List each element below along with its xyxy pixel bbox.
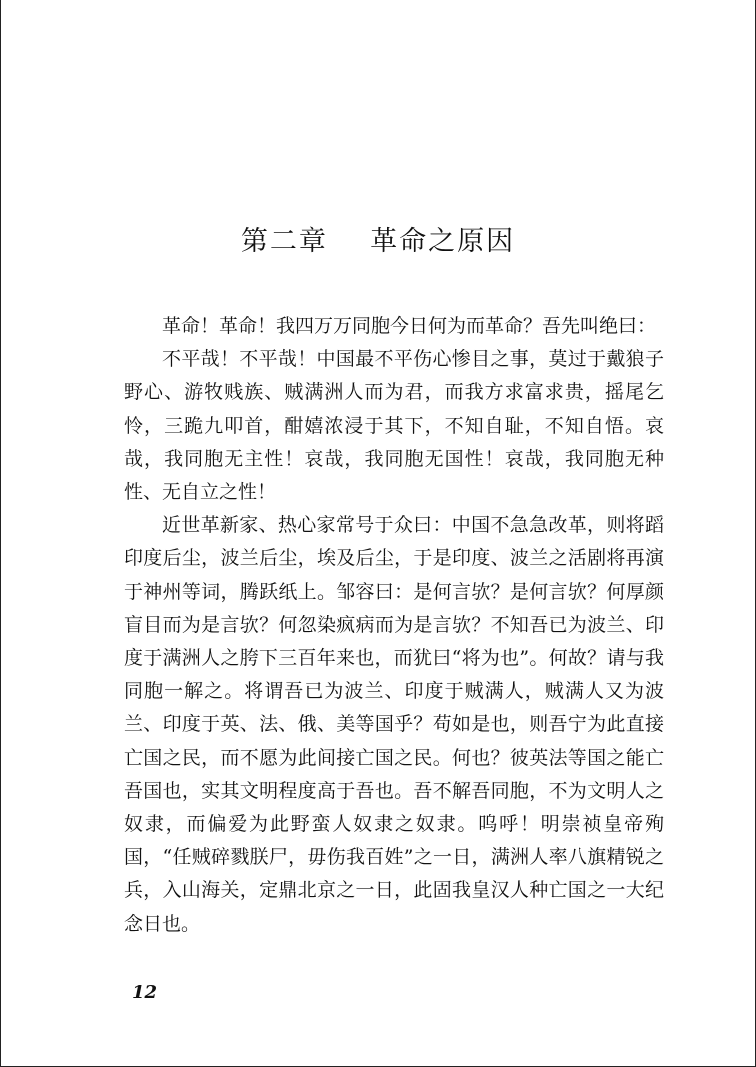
chapter-body: [124, 310, 664, 941]
page-number: 12: [132, 982, 158, 1003]
paragraph-2: 不平哉！不平哉！中国最不平伤心惨目之事，莫过于戴狼子野心、游牧贱族、贼满洲人而为君，而我方求富求贵，摇尾乞怜，三跪九叩首，酣嬉浓浸于其下，不知自耻，不知自悟。哀哉，我同胞无主性！哀哉，我同胞无国性！哀哉，我同胞无种性、无自立之性！: [124, 348, 664, 504]
paragraph-3: 近世革新家、热心家常号于众曰：中国不急急改革，则将蹈印度后尘，波兰后尘，埃及后尘，于是印度、波兰之活剧将再演于神州等词，腾跃纸上。邹容曰：是何言欤？是何言欤？何厚颜盲目而为是言欤？何忽染疯病而为是言欤？不知吾已为波兰、印度于满洲人之胯下三百年来也，而犹曰“将为也”。何故？请与我同胞一解之。将谓吾已为波兰、印度于贼满人，贼满人又为波兰、印度于英、法、俄、美等国乎？苟如是也，则吾宁为此直接亡国之民，而不愿为此间接亡国之民。何也？彼英法等国之能亡吾国也，实其文明程度高于吾也。吾不解吾同胞，不为文明人之奴隶，而偏爱为此野蛮人奴隶之奴隶。呜呼！明崇祯皇帝殉国，“任贼碎戮朕尸，毋伤我百姓”之一日，满洲人率八旗精锐之兵，入山海关，定鼎北京之一日，此固我皇汉人种亡国之一大纪念日也。: [124, 514, 664, 935]
chapter-title: 第二章 革命之原因: [240, 226, 516, 257]
paragraph-1: 革命！革命！我四万万同胞今日何为而革命？吾先叫绝曰：: [162, 315, 657, 337]
